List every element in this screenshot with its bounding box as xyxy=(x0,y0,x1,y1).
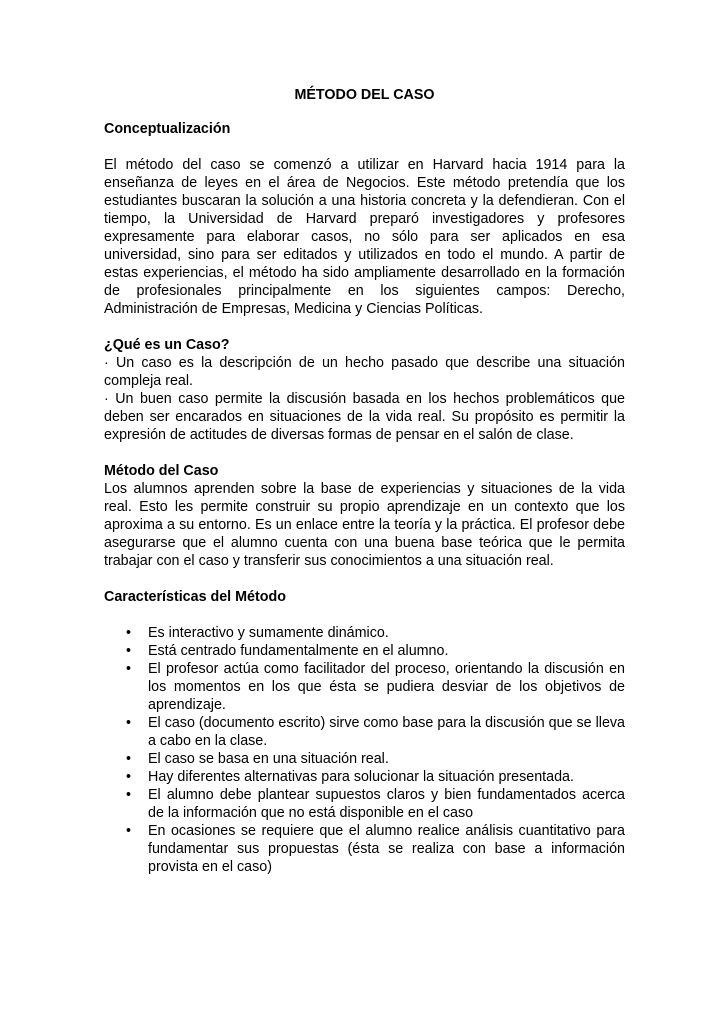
list-item xyxy=(126,786,625,822)
bullet-icon: • xyxy=(126,625,132,641)
list-item-text: Está centrado fundamentalmente en el alumno. xyxy=(148,643,449,659)
bullet-icon: • xyxy=(126,823,132,839)
heading-caracteristicas: Características del Método xyxy=(104,589,286,605)
paragraph-conceptualizacion: El método del caso se comenzó a utilizar en Harvard hacia 1914 para la enseñanza de leyes en el área de Negocios. Este método pretendía que los estudiantes buscaran la solución a una historia concreta y la defendieran. Con el tiempo, la Universidad de Harvard preparó investigadores y profesores expresamente para elaborar casos, no sólo para ser aplicados en esa universidad, sino para ser editados y utilizados en todo el mundo. A partir de estas experiencias, el método ha sido ampliamente desarrollado en la formación de profesionales principalmente en los siguientes campos: Derecho, Administración de Empresas, Medicina y Ciencias Políticas. xyxy=(104,157,625,317)
bullet-icon: • xyxy=(126,661,132,677)
paragraph-que-es-line-2: · Un buen caso permite la discusión basada en los hechos problemáticos que deben ser encarados en situaciones de la vida real. Su propósito es permitir la expresión de actitudes de diversas formas de pensar en el salón de clase. xyxy=(104,391,625,443)
list-item-text: Hay diferentes alternativas para solucionar la situación presentada. xyxy=(148,769,574,785)
list-item-text: Es interactivo y sumamente dinámico. xyxy=(148,625,389,641)
heading-conceptualizacion: Conceptualización xyxy=(104,121,231,137)
list-item-text: El caso (documento escrito) sirve como base para la discusión que se lleva a cabo en la clase. xyxy=(148,715,625,749)
bullet-icon: • xyxy=(126,643,132,659)
document-title: MÉTODO DEL CASO xyxy=(294,87,435,103)
list-item xyxy=(126,750,625,768)
list-item-text: En ocasiones se requiere que el alumno realice análisis cuantitativo para fundamentar sus propuestas (ésta se realiza con base a información provista en el caso) xyxy=(148,823,625,875)
list-item xyxy=(126,660,625,714)
list-item xyxy=(126,714,625,750)
paragraph-metodo-del-caso: Los alumnos aprenden sobre la base de experiencias y situaciones de la vida real. Esto les permite construir su propio aprendizaje en un contexto que los aproxima a su entorno. Es un enlace entre la teoría y la práctica. El profesor debe asegurarse que el alumno cuenta con una buena base teórica que le permita trabajar con el caso y transferir sus conocimientos a una situación real. xyxy=(104,481,625,569)
list-item xyxy=(126,642,625,660)
bullet-icon: • xyxy=(126,715,132,731)
list-item xyxy=(126,768,625,786)
list-item-text: El profesor actúa como facilitador del proceso, orientando la discusión en los momentos en los que ésta se pudiera desviar de los objetivos de aprendizaje. xyxy=(148,661,625,713)
list-item-text: El caso se basa en una situación real. xyxy=(148,751,389,767)
heading-metodo-del-caso: Método del Caso xyxy=(104,463,219,479)
heading-que-es-un-caso: ¿Qué es un Caso? xyxy=(104,337,230,353)
paragraph-que-es-line-1: · Un caso es la descripción de un hecho pasado que describe una situación compleja real. xyxy=(104,355,625,389)
list-item xyxy=(126,624,625,642)
bullet-icon: • xyxy=(126,751,132,767)
features-list xyxy=(104,624,625,876)
bullet-icon: • xyxy=(126,787,132,803)
list-item xyxy=(126,822,625,876)
list-item-text: El alumno debe plantear supuestos claros y bien fundamentados acerca de la información que no está disponible en el caso xyxy=(148,787,625,821)
bullet-icon: • xyxy=(126,769,132,785)
